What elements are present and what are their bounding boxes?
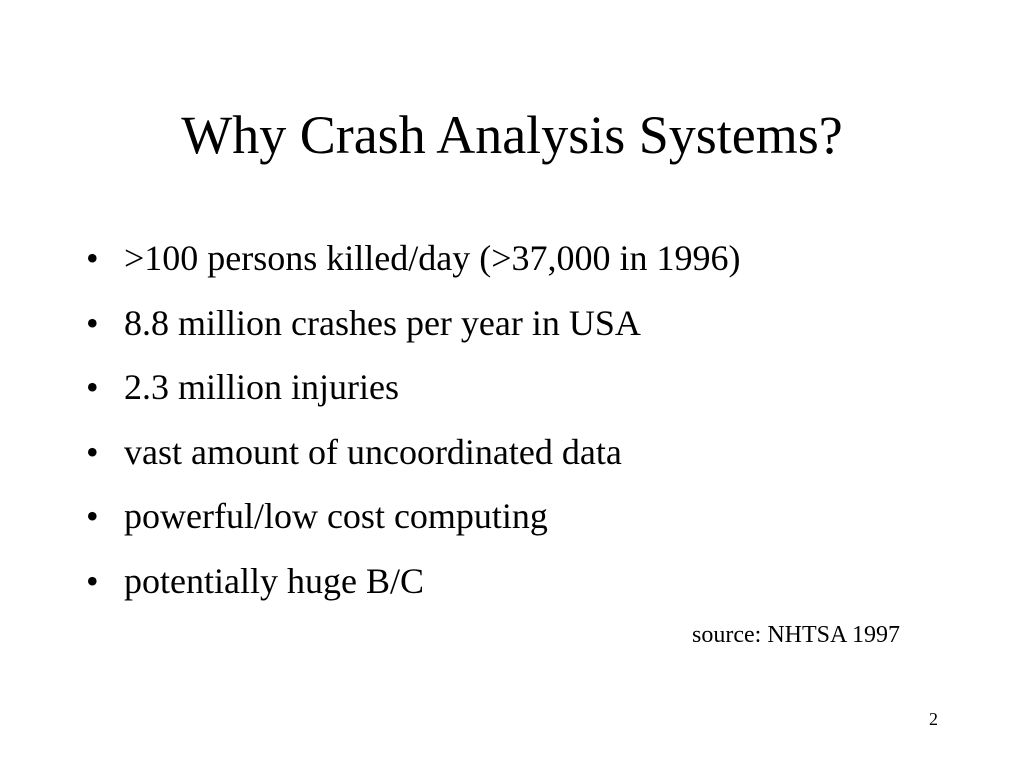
list-item [86, 226, 741, 291]
bullet-text: 8.8 million crashes per year in USA [124, 302, 641, 343]
bullet-text: >100 persons killed/day (>37,000 in 1996) [124, 238, 741, 278]
list-item [86, 484, 741, 549]
bullet-icon: • [86, 302, 99, 343]
slide-title: Why Crash Analysis Systems? [181, 105, 843, 165]
list-item [86, 549, 741, 614]
bullet-icon: • [86, 431, 99, 472]
bullet-text: vast amount of uncoordinated data [124, 431, 622, 472]
bullet-text: powerful/low cost computing [124, 496, 548, 536]
bullet-list [86, 226, 741, 613]
bullet-icon: • [86, 238, 99, 278]
bullet-text: 2.3 million injuries [124, 367, 399, 407]
bullet-icon: • [86, 367, 99, 407]
list-item [86, 355, 741, 420]
list-item [86, 291, 741, 356]
bullet-icon: • [86, 496, 99, 536]
list-item [86, 420, 741, 485]
bullet-text: potentially huge B/C [124, 560, 424, 601]
slide-number: 2 [929, 709, 938, 729]
bullet-icon: • [86, 560, 99, 601]
source-note: source: NHTSA 1997 [692, 622, 900, 648]
